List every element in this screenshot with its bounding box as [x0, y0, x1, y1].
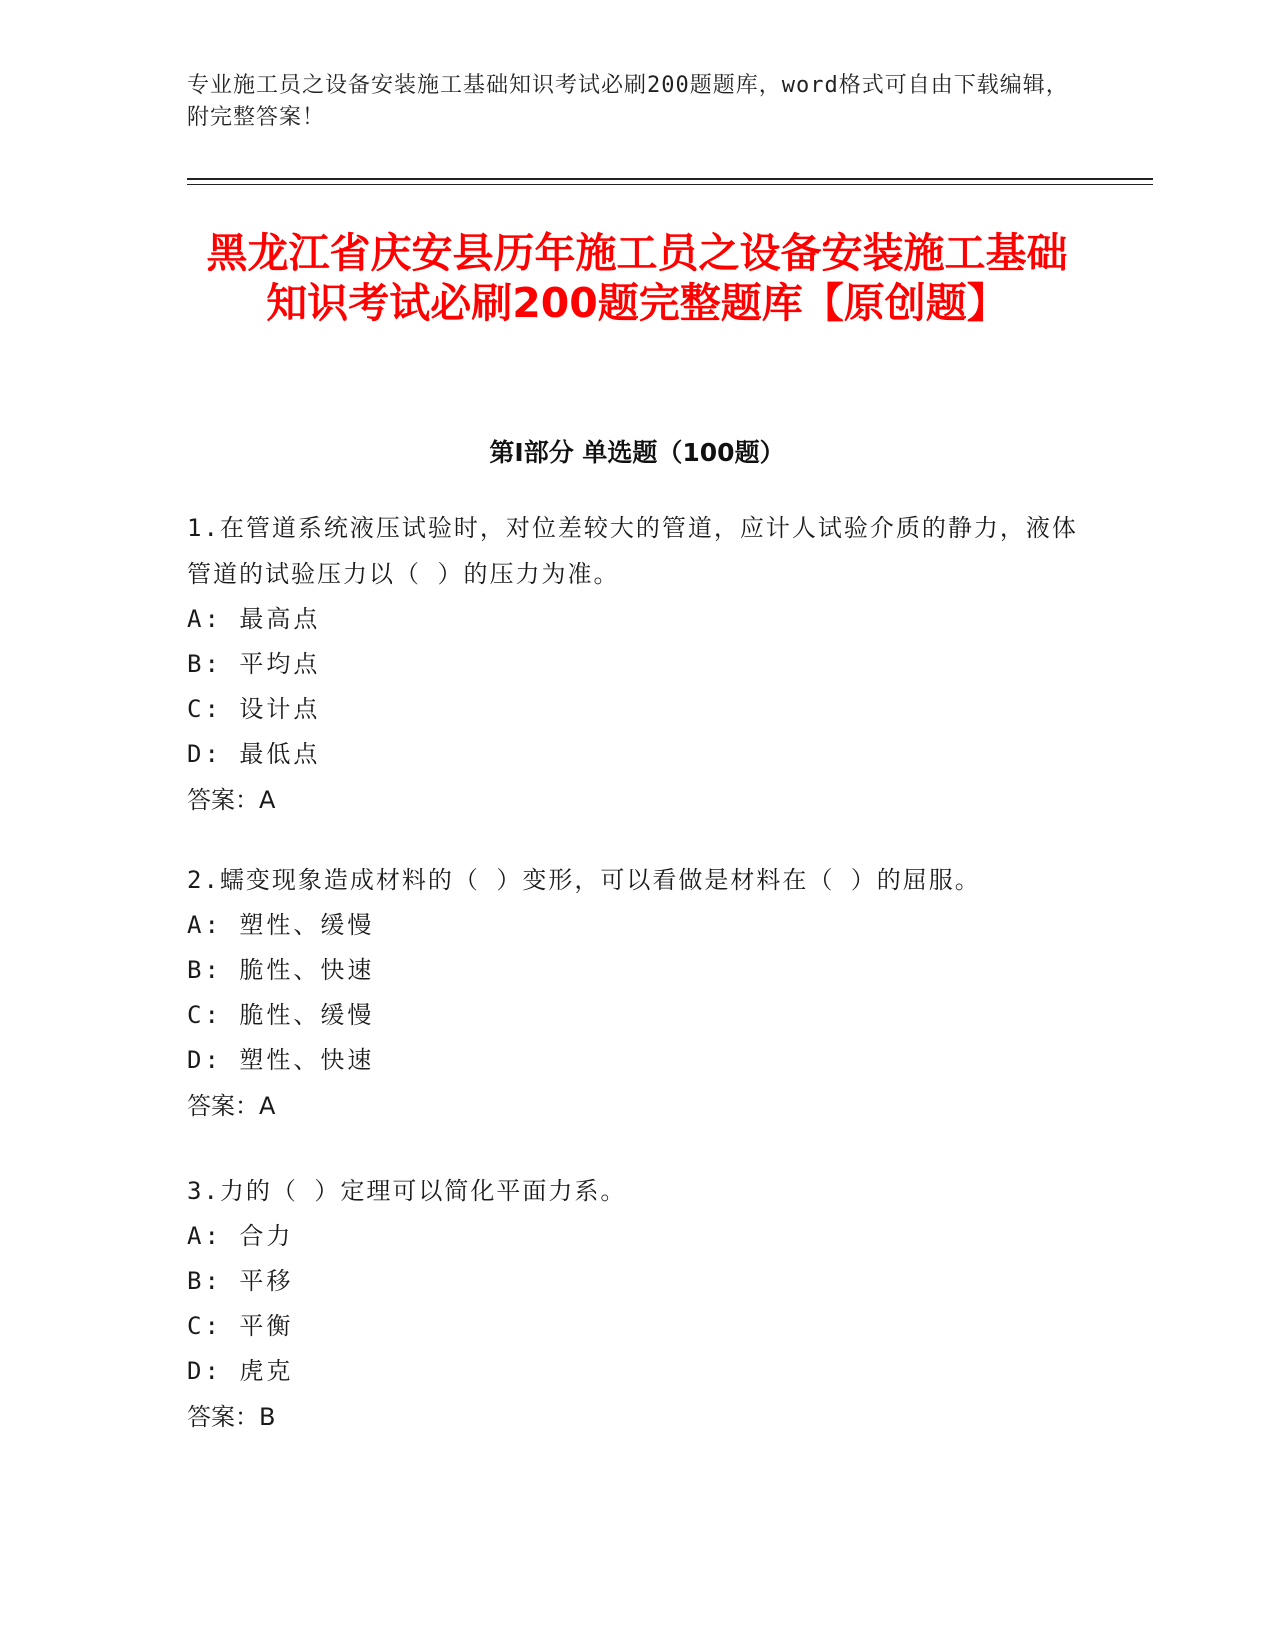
- question-stem: 3.力的（ ）定理可以简化平面力系。: [187, 1177, 627, 1205]
- question-stem: 1.在管道系统液压试验时，对位差较大的管道，应计人试验介质的静力，液体管道的试验压力以（ ）的压力为准。: [187, 514, 1078, 588]
- header-divider-thin: [187, 184, 1153, 185]
- document-title: 黑龙江省庆安县历年施工员之设备安装施工基础知识考试必刷200题完整题库【原创题】: [206, 229, 1068, 327]
- question-1: [187, 505, 1087, 823]
- option-c: C: 平衡: [187, 1312, 294, 1340]
- section-heading: 第Ⅰ部分 单选题（100题）: [489, 438, 785, 467]
- option-d: D: 最低点: [187, 740, 321, 768]
- option-a: A: 塑性、缓慢: [187, 911, 375, 939]
- question-3: [187, 1168, 1087, 1440]
- option-b: B: 平移: [187, 1267, 294, 1295]
- option-d: D: 虎克: [187, 1357, 294, 1385]
- header-divider-thick: [187, 178, 1153, 180]
- option-b: B: 平均点: [187, 650, 321, 678]
- answer: 答案：A: [187, 786, 276, 814]
- answer: 答案：B: [187, 1403, 276, 1431]
- question-stem: 2.蠕变现象造成材料的（ ）变形，可以看做是材料在（ ）的屈服。: [187, 866, 981, 894]
- option-b: B: 脆性、快速: [187, 956, 375, 984]
- option-c: C: 脆性、缓慢: [187, 1001, 375, 1029]
- answer: 答案：A: [187, 1092, 276, 1120]
- option-c: C: 设计点: [187, 695, 321, 723]
- option-a: A: 合力: [187, 1222, 294, 1250]
- header-note: 专业施工员之设备安装施工基础知识考试必刷200题题库，word格式可自由下载编辑，附完整答案！: [187, 73, 1069, 130]
- option-a: A: 最高点: [187, 605, 321, 633]
- option-d: D: 塑性、快速: [187, 1046, 375, 1074]
- question-2: [187, 857, 1087, 1129]
